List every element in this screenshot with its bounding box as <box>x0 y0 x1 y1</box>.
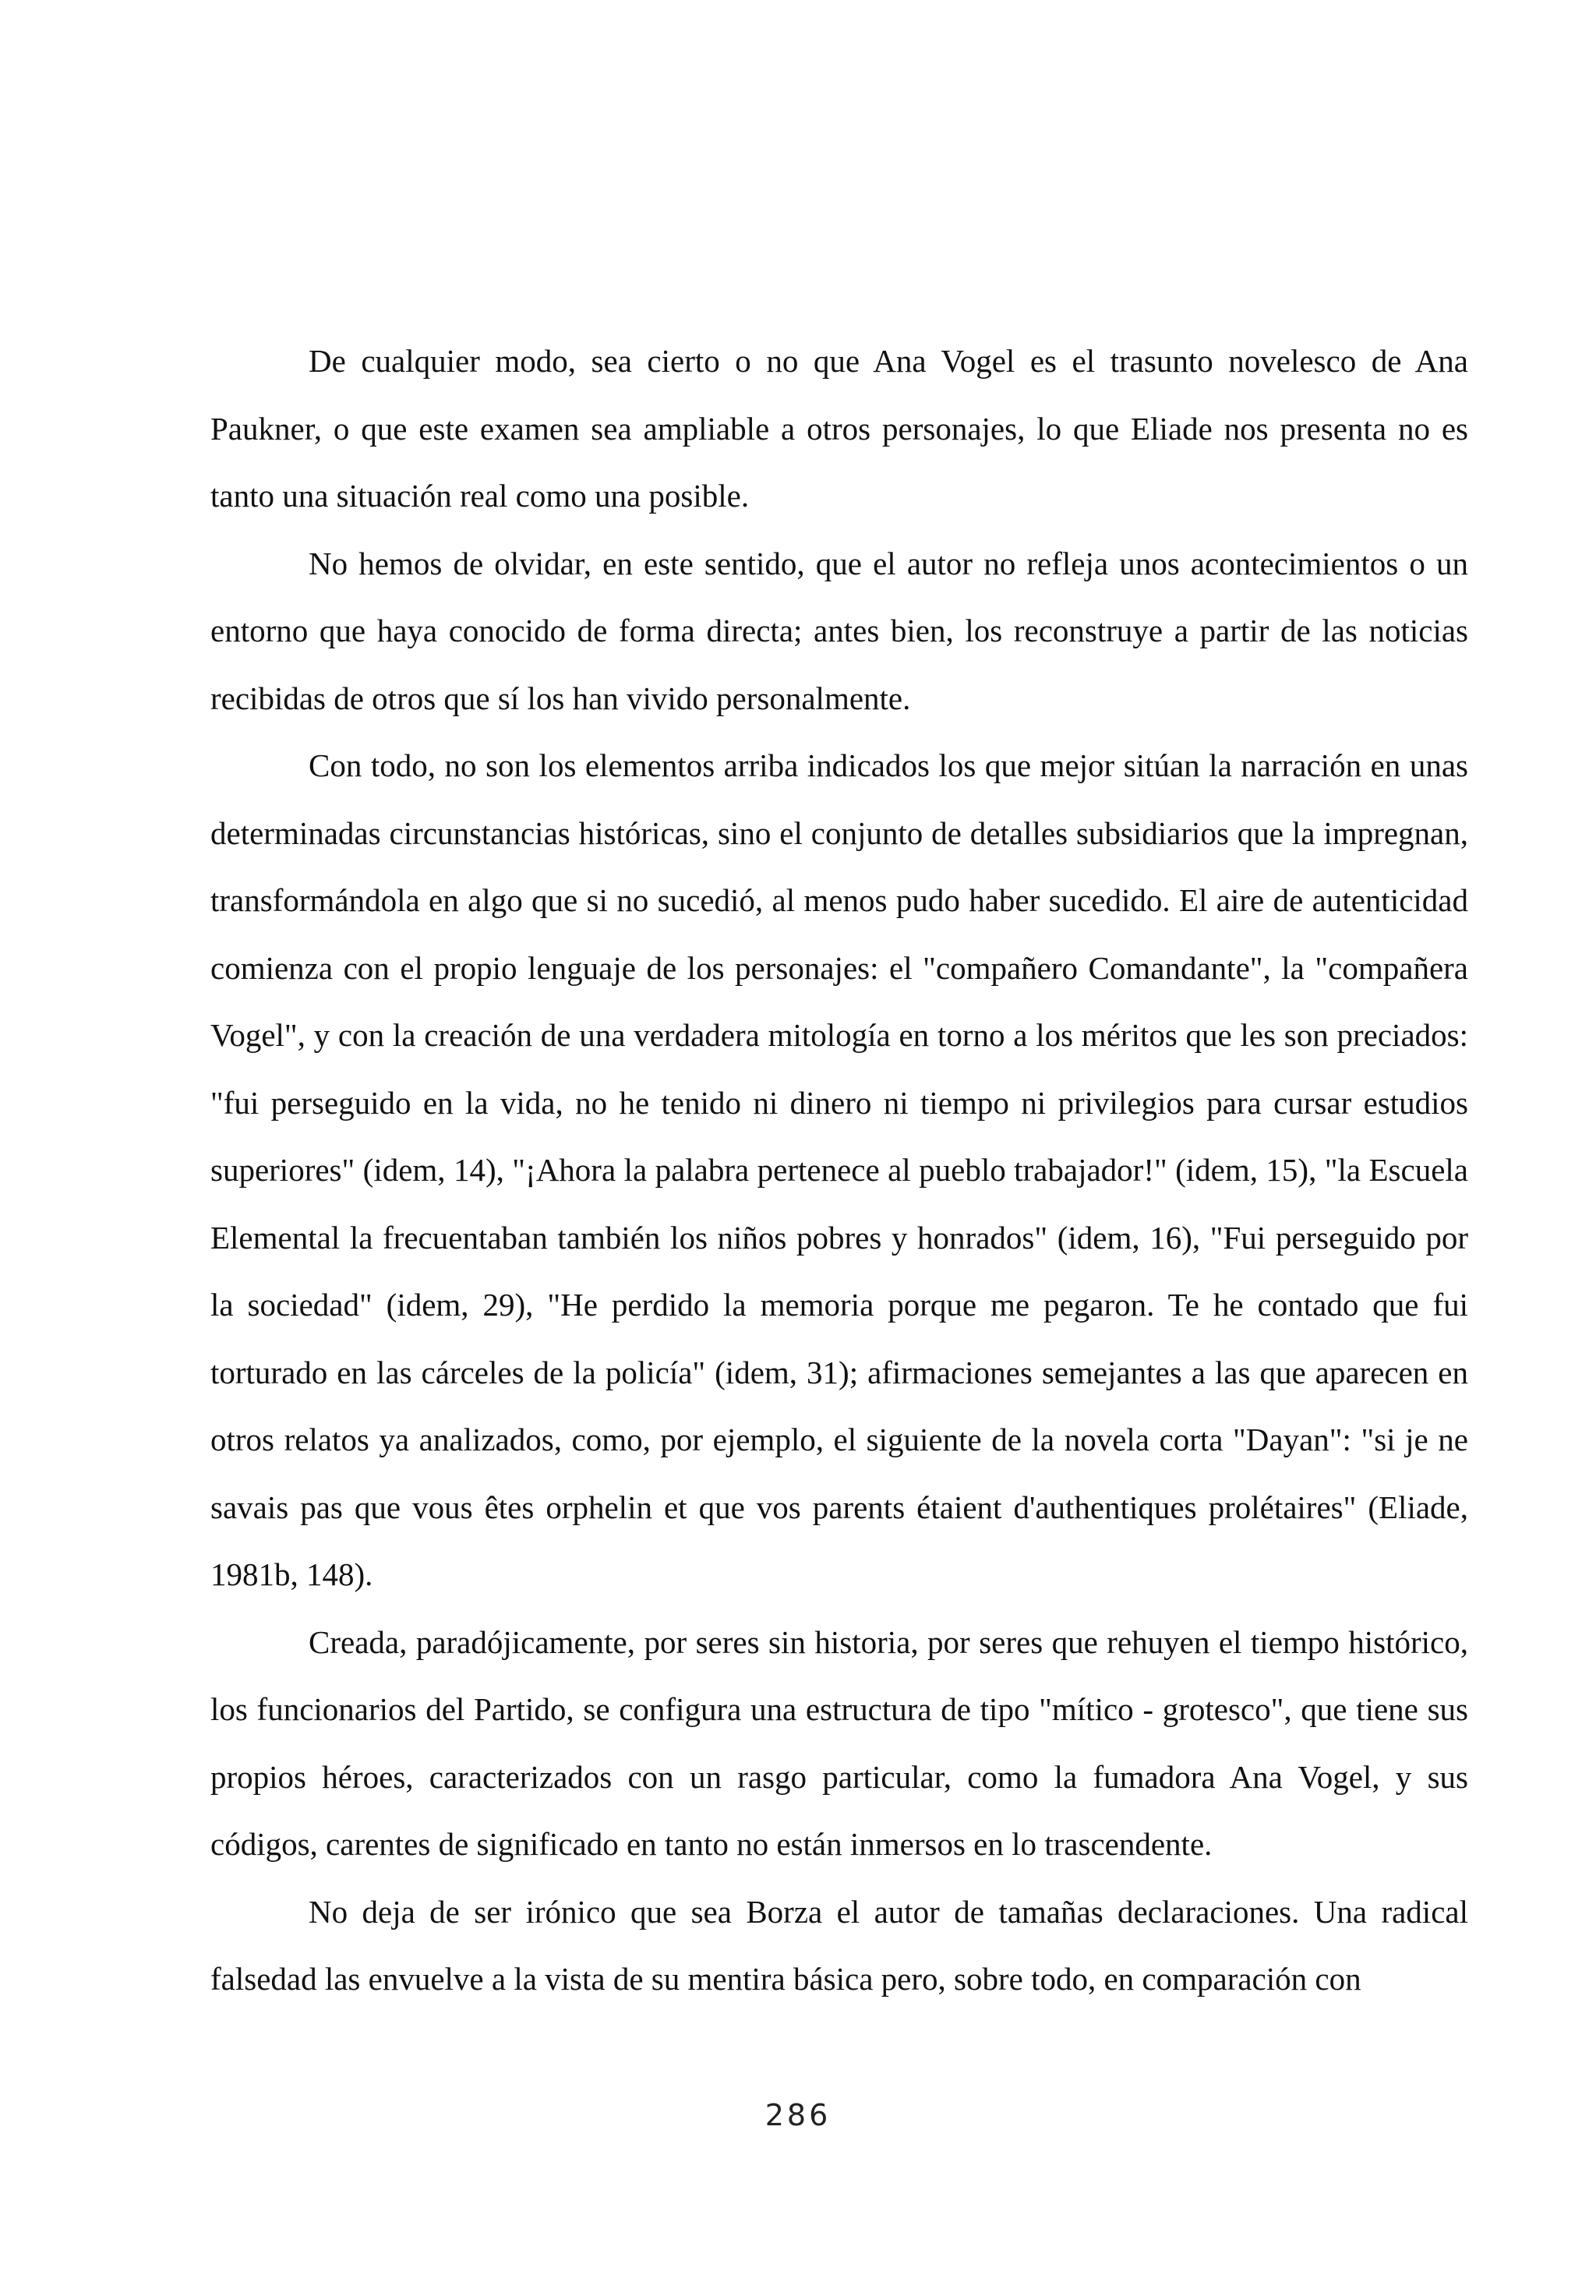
page-body <box>210 327 1468 2013</box>
page-number: 286 <box>764 2098 832 2132</box>
paragraph: Con todo, no son los elementos arriba indicados los que mejor sitúan la narración en unas determinadas circunstancias históricas, sino el conjunto de detalles subsidiarios que la impregnan, transformándola en algo que si no sucedió, al menos pudo haber sucedido. El aire de autenticidad comienza con el propio lenguaje de los personajes: el "compañero Comandante", la "compañera Vogel", y con la creación de una verdadera mitología en torno a los méritos que les son preciados: "fui perseguido en la vida, no he tenido ni dinero ni tiempo ni privilegios para cursar estudios superiores" (idem, 14), "¡Ahora la palabra pertenece al pueblo trabajador!" (idem, 15), "la Escuela Elemental la frecuentaban también los niños pobres y honrados" (idem, 16), "Fui perseguido por la sociedad" (idem, 29), "He perdido la memoria porque me pegaron. Te he contado que fui torturado en las cárceles de la policía" (idem, 31); afirmaciones semejantes a las que aparecen en otros relatos ya analizados, como, por ejemplo, el siguiente de la novela corta "Dayan": "si je ne savais pas que vous êtes orphelin et que vos parents étaient d'authentiques prolétaires" (Eliade, 1981b, 148). <box>210 747 1468 1592</box>
paragraph: No hemos de olvidar, en este sentido, que el autor no refleja unos acontecimientos o un entorno que haya conocido de forma directa; antes bien, los reconstruye a partir de las noticias recibidas de otros que sí los han vivido personalmente. <box>210 545 1468 716</box>
paragraph: Creada, paradójicamente, por seres sin historia, por seres que rehuyen el tiempo histórico, los funcionarios del Partido, se configura una estructura de tipo "mítico - grotesco", que tiene sus propios héroes, caracterizados con un rasgo particular, como la fumadora Ana Vogel, y sus códigos, carentes de significado en tanto no están inmersos en lo trascendente. <box>210 1623 1468 1862</box>
paragraph: De cualquier modo, sea cierto o no que Ana Vogel es el trasunto novelesco de Ana Paukner, o que este examen sea ampliable a otros personajes, lo que Eliade nos presenta no es tanto una situación real como una posible. <box>210 343 1468 514</box>
paragraph: No deja de ser irónico que sea Borza el autor de tamañas declaraciones. Una radical falsedad las envuelve a la vista de su mentira básica pero, sobre todo, en comparación con <box>210 1893 1468 1997</box>
